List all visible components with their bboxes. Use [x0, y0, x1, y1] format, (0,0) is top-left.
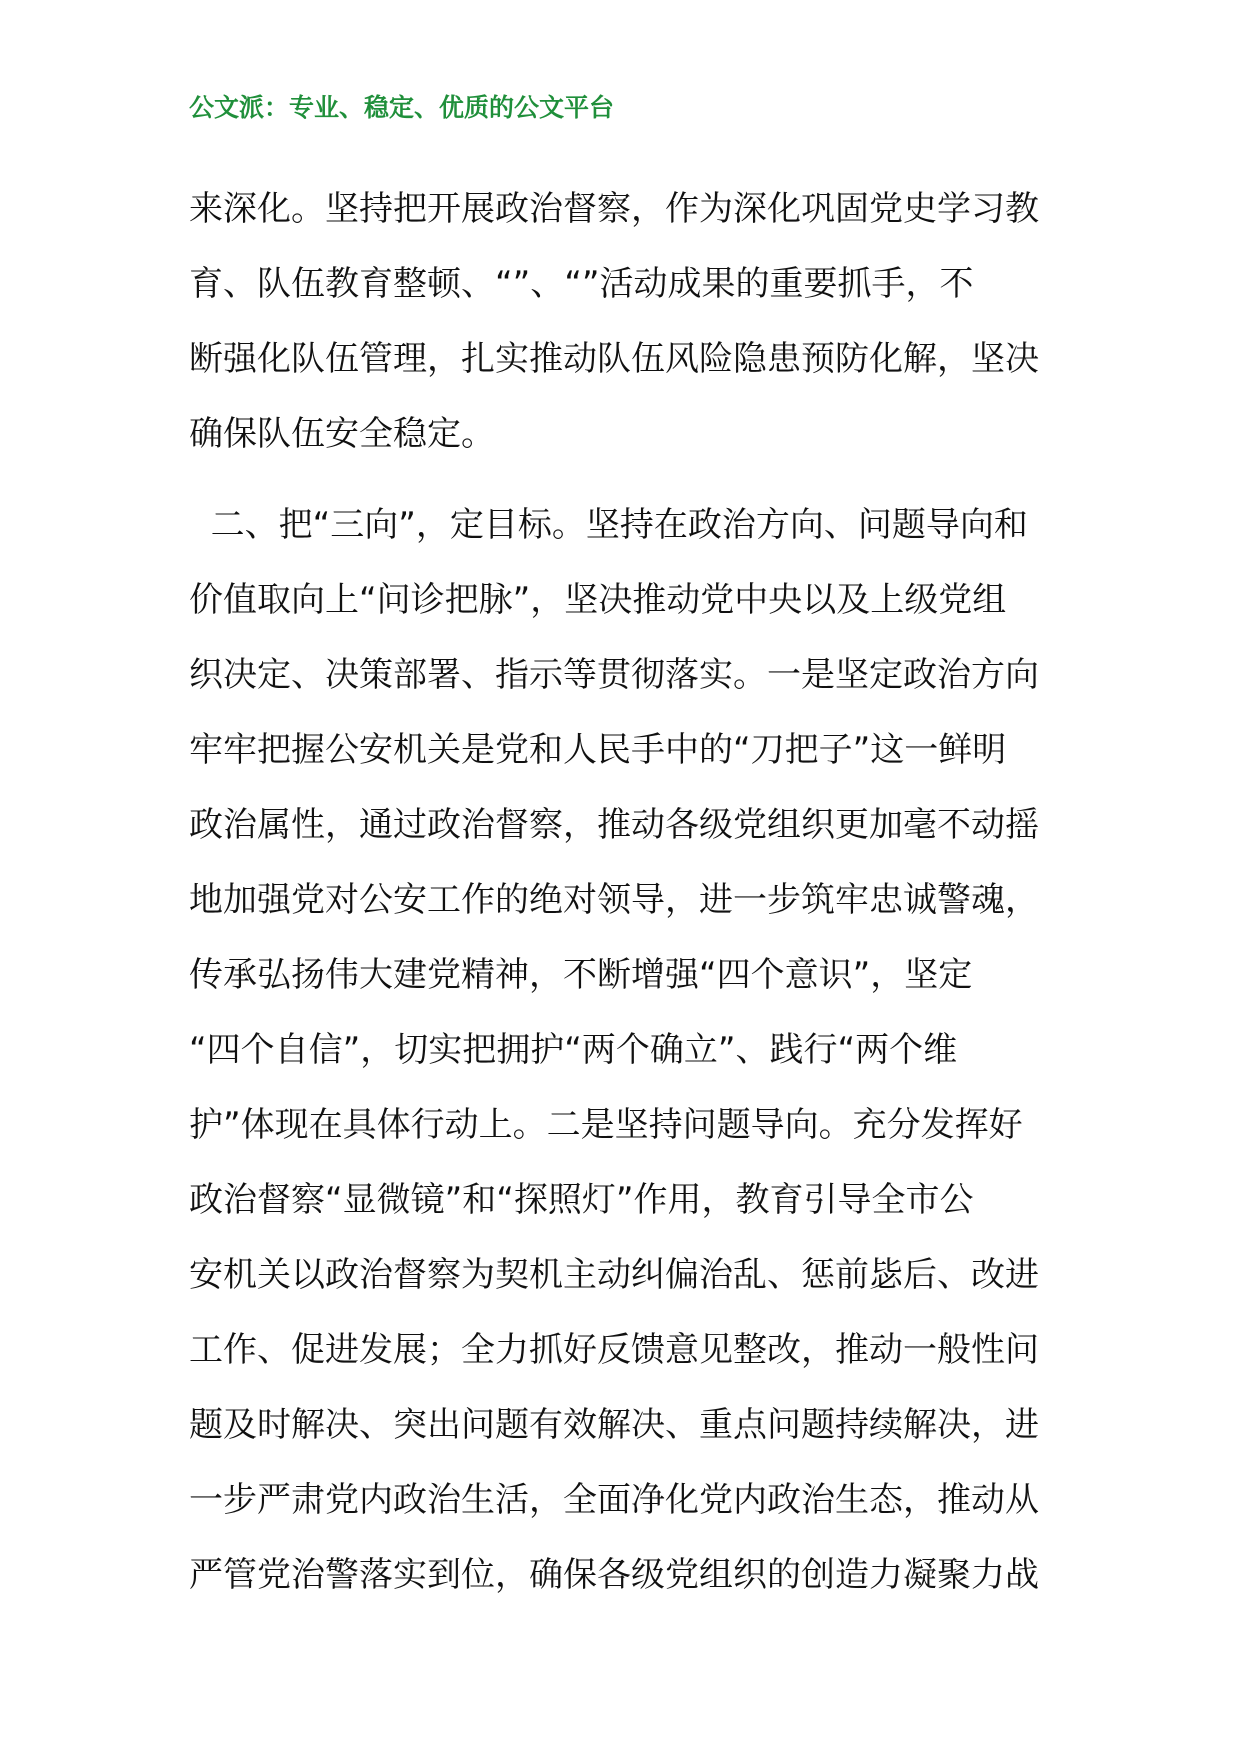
text-line: 育、队伍教育整顿、“”、“”活动成果的重要抓手，不 [189, 264, 974, 304]
paragraph-1 [189, 172, 1059, 472]
text-line: 价值取向上“问诊把脉”，坚决推动党中央以及上级党组 [189, 580, 1007, 620]
text-line: 安机关以政治督察为契机主动纠偏治乱、惩前毖后、改进 [189, 1255, 1039, 1295]
text-line: 二、把“三向”，定目标。坚持在政治方向、问题导向和 [189, 505, 1028, 545]
text-line: 政治属性，通过政治督察，推动各级党组织更加毫不动摇 [189, 805, 1039, 845]
header-title: 公文派：专业、稳定、优质的公文平台 [189, 93, 615, 122]
document-body [189, 172, 1059, 1613]
text-line: 政治督察“显微镜”和“探照灯”作用，教育引导全市公 [189, 1180, 974, 1220]
text-line: 一步严肃党内政治生活，全面净化党内政治生态，推动从 [189, 1480, 1039, 1520]
text-line: 题及时解决、突出问题有效解决、重点问题持续解决，进 [189, 1405, 1039, 1445]
text-line: 护”体现在具体行动上。二是坚持问题导向。充分发挥好 [189, 1105, 1023, 1145]
text-line: 确保队伍安全稳定。 [189, 414, 495, 454]
text-line: 断强化队伍管理，扎实推动队伍风险隐患预防化解，坚决 [189, 339, 1039, 379]
paragraph-2 [189, 488, 1059, 1613]
text-line: 织决定、决策部署、指示等贯彻落实。一是坚定政治方向 [189, 655, 1039, 695]
text-line: 地加强党对公安工作的绝对领导，进一步筑牢忠诚警魂， [189, 880, 1039, 920]
text-line: 牢牢把握公安机关是党和人民手中的“刀把子”这一鲜明 [189, 730, 1007, 770]
text-line: “四个自信”，切实把拥护“两个确立”、践行“两个维 [189, 1030, 958, 1070]
paragraph-gap [189, 472, 1059, 488]
text-line: 传承弘扬伟大建党精神，不断增强“四个意识”，坚定 [189, 955, 973, 995]
text-line: 来深化。坚持把开展政治督察，作为深化巩固党史学习教 [189, 189, 1039, 229]
text-line: 严管党治警落实到位，确保各级党组织的创造力凝聚力战 [189, 1555, 1039, 1595]
text-line: 工作、促进发展；全力抓好反馈意见整改，推动一般性问 [189, 1330, 1039, 1370]
